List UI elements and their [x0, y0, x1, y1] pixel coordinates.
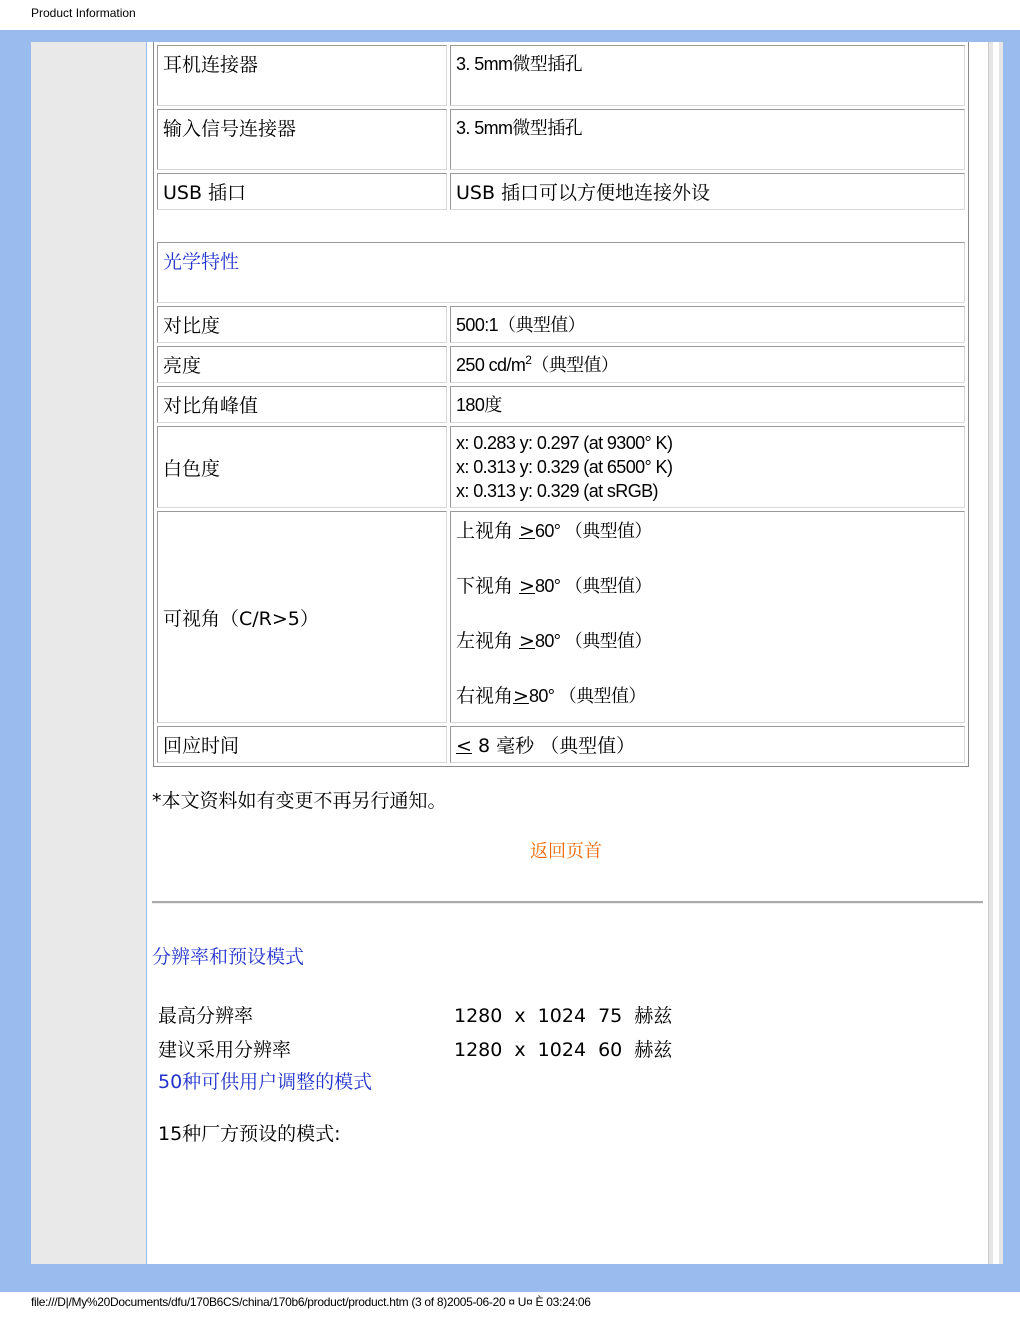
spec-label: 可视角（C/R>5） [157, 511, 447, 723]
spec-label: 回应时间 [157, 726, 447, 763]
table-row [157, 306, 965, 343]
table-row [157, 511, 965, 723]
white-point-line: x: 0.313 y: 0.329 (at sRGB) [456, 481, 658, 501]
table-row [157, 173, 965, 210]
resolution-heading: 分辨率和预设模式 [152, 946, 305, 968]
max-resolution-row [158, 1001, 673, 1028]
brightness-superscript: 2 [525, 353, 532, 367]
white-point-line: x: 0.313 y: 0.329 (at 6500° K) [456, 457, 673, 477]
recommended-resolution-value: 1280 x 1024 60 赫兹 [454, 1039, 673, 1061]
spec-label: USB 插口 [157, 173, 447, 210]
spec-label: 输入信号连接器 [157, 109, 447, 170]
spec-value: 500:1（典型值） [450, 306, 965, 343]
spec-table [153, 42, 969, 767]
section-row [157, 242, 965, 303]
viewing-angle-left: 左视角 >80° （典型值） [456, 630, 652, 652]
recommended-resolution-row [158, 1035, 673, 1062]
spec-label: 对比度 [157, 306, 447, 343]
table-spacer [157, 213, 965, 239]
section-heading-optical: 光学特性 [157, 242, 965, 303]
viewing-angle-up: 上视角 >60° （典型值） [456, 520, 652, 542]
max-resolution-label: 最高分辨率 [158, 1005, 254, 1027]
disclaimer-note: *本文资料如有变更不再另行通知。 [152, 790, 447, 812]
spec-value: 3. 5mm微型插孔 [450, 45, 965, 106]
spec-value [450, 346, 965, 383]
back-to-top-link[interactable]: 返回页首 [530, 841, 602, 862]
max-resolution-value: 1280 x 1024 75 赫兹 [454, 1005, 673, 1027]
white-point-line: x: 0.283 y: 0.297 (at 9300° K) [456, 433, 673, 453]
spec-label: 亮度 [157, 346, 447, 383]
spec-value: < 8 毫秒 （典型值） [450, 726, 965, 763]
user-modes-link[interactable]: 50种可供用户调整的模式 [158, 1071, 373, 1093]
left-sidebar [31, 42, 146, 1264]
recommended-resolution-label: 建议采用分辨率 [158, 1039, 292, 1061]
viewing-angle-right: 右视角>80° （典型值） [456, 685, 646, 707]
spec-value: 3. 5mm微型插孔 [450, 109, 965, 170]
factory-modes-text: 15种厂方预设的模式: [158, 1123, 341, 1145]
spec-label: 耳机连接器 [157, 45, 447, 106]
spec-value [450, 426, 965, 508]
viewing-angle-down: 下视角 >80° （典型值） [456, 575, 652, 597]
scrollbar[interactable] [988, 42, 1003, 1264]
table-row [157, 426, 965, 508]
table-row [157, 346, 965, 383]
table-row [157, 109, 965, 170]
table-row [157, 45, 965, 106]
document-title: Product Information [31, 6, 136, 20]
spec-label: 对比角峰值 [157, 386, 447, 423]
section-divider [152, 901, 983, 904]
table-row [157, 726, 965, 763]
file-path-footer: file:///D|/My%20Documents/dfu/170B6CS/china/170b6/product/product.htm (3 of 8)2005-06-20 ¤ U¤ È 03:24:06 [31, 1295, 591, 1309]
spec-value [450, 511, 965, 723]
spec-label: 白色度 [157, 426, 447, 508]
spec-value: USB 插口可以方便地连接外设 [450, 173, 965, 210]
spec-value: 180度 [450, 386, 965, 423]
brightness-value: 250 cd/m [456, 355, 526, 375]
table-row [157, 386, 965, 423]
brightness-note: （典型值） [531, 355, 619, 375]
